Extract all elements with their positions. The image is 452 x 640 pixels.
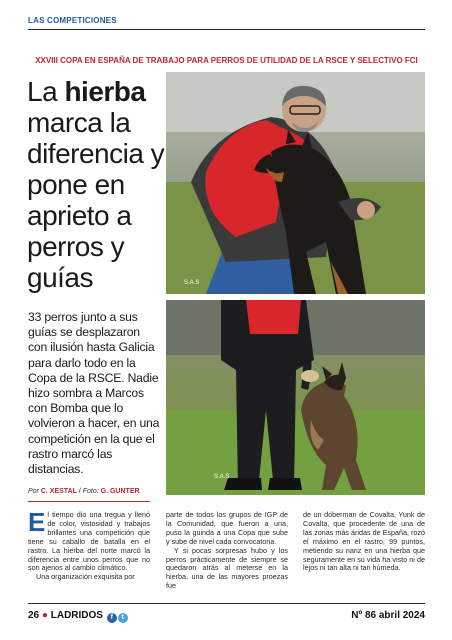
body-column-2 [166, 511, 288, 591]
body-column-1 [28, 507, 150, 582]
magazine-name: LADRIDOS [50, 610, 103, 621]
page-number: 26 [28, 610, 40, 621]
author-name: C. XESTAL [40, 488, 77, 495]
photo-watermark-2: S.A.S [214, 474, 230, 480]
byline-divider [28, 501, 150, 502]
headline-rest: marca la diferencia y pone en aprieto a perros y guías [27, 107, 165, 293]
photo-watermark: S.A.S [184, 280, 200, 286]
byline-label: Por [28, 488, 39, 495]
body-col3-text: de un dóberman de Covalta, Yunk de Covalta, que procedente de una de las zonas más áridas de España, rozó el máximo en el rastro, 99 puntos, metiendo su nariz en una hierba que seguramente en su vida ha visto ni de lejos ni tan alta ni tan húmeda. [303, 510, 425, 573]
photo-credit-label: Foto: [82, 488, 99, 495]
headline-pre: La [27, 76, 65, 107]
facebook-icon[interactable]: f [107, 613, 117, 623]
photo-dog-obedience [166, 300, 425, 495]
article-kicker: XXVIII COPA EN ESPAÑA DE TRABAJO PARA PERROS DE UTILIDAD DE LA RSCE Y SELECTIVO FCI [35, 56, 418, 65]
body-column-3 [303, 511, 425, 573]
footer-bullet: ● [41, 610, 48, 621]
body-col2-p1: parte de todos los grupos de IGP de la Comunidad, que fueron a una, puso la guinda a una Copa que sube y sube de nivel cada convocatoria. [166, 510, 288, 546]
drop-cap: E [28, 507, 46, 537]
article-lede: 33 perros junto a sus guías se desplazaron con ilusión hasta Galicia para darlo todo en la Copa de la RSCE. Nadie hizo sombra a Marcos con Bomba que lo volvieron a hacer, en una competición en la que el rastro marcó las distancias. [28, 310, 160, 477]
photographer-name: G. GUNTER [100, 488, 140, 495]
headline-bold: hierba [64, 76, 146, 107]
issue-info: Nº 86 abril 2024 [351, 610, 425, 621]
body-col1-text: l tiempo dio una tregua y llenó de color, vistosidad y trabajos brillantes una competición que tiene su caballo de batalla en el rastro. La hierba del norte marcó la diferencia entre unos perros que no son ajenos al cambio climático. [28, 510, 150, 573]
twitter-icon[interactable]: t [118, 613, 128, 623]
photo-handler-hugging-dog [166, 72, 425, 294]
body-col2-p2: Y si pocas sorpresas hubo y los perros prácticamente de siempre se quedaron atrás al meterse en la hierba, una de las mayores proezas fue [166, 545, 288, 591]
article-headline [27, 76, 167, 293]
section-label: LAS COMPETICIONES [28, 16, 117, 25]
bottom-divider [28, 603, 425, 604]
body-col1-p2: Una organización exquisita por [36, 572, 135, 582]
top-divider [28, 29, 425, 30]
byline: Por C. XESTAL / Foto: G. GUNTER [28, 488, 140, 495]
footer-folio [28, 610, 128, 623]
